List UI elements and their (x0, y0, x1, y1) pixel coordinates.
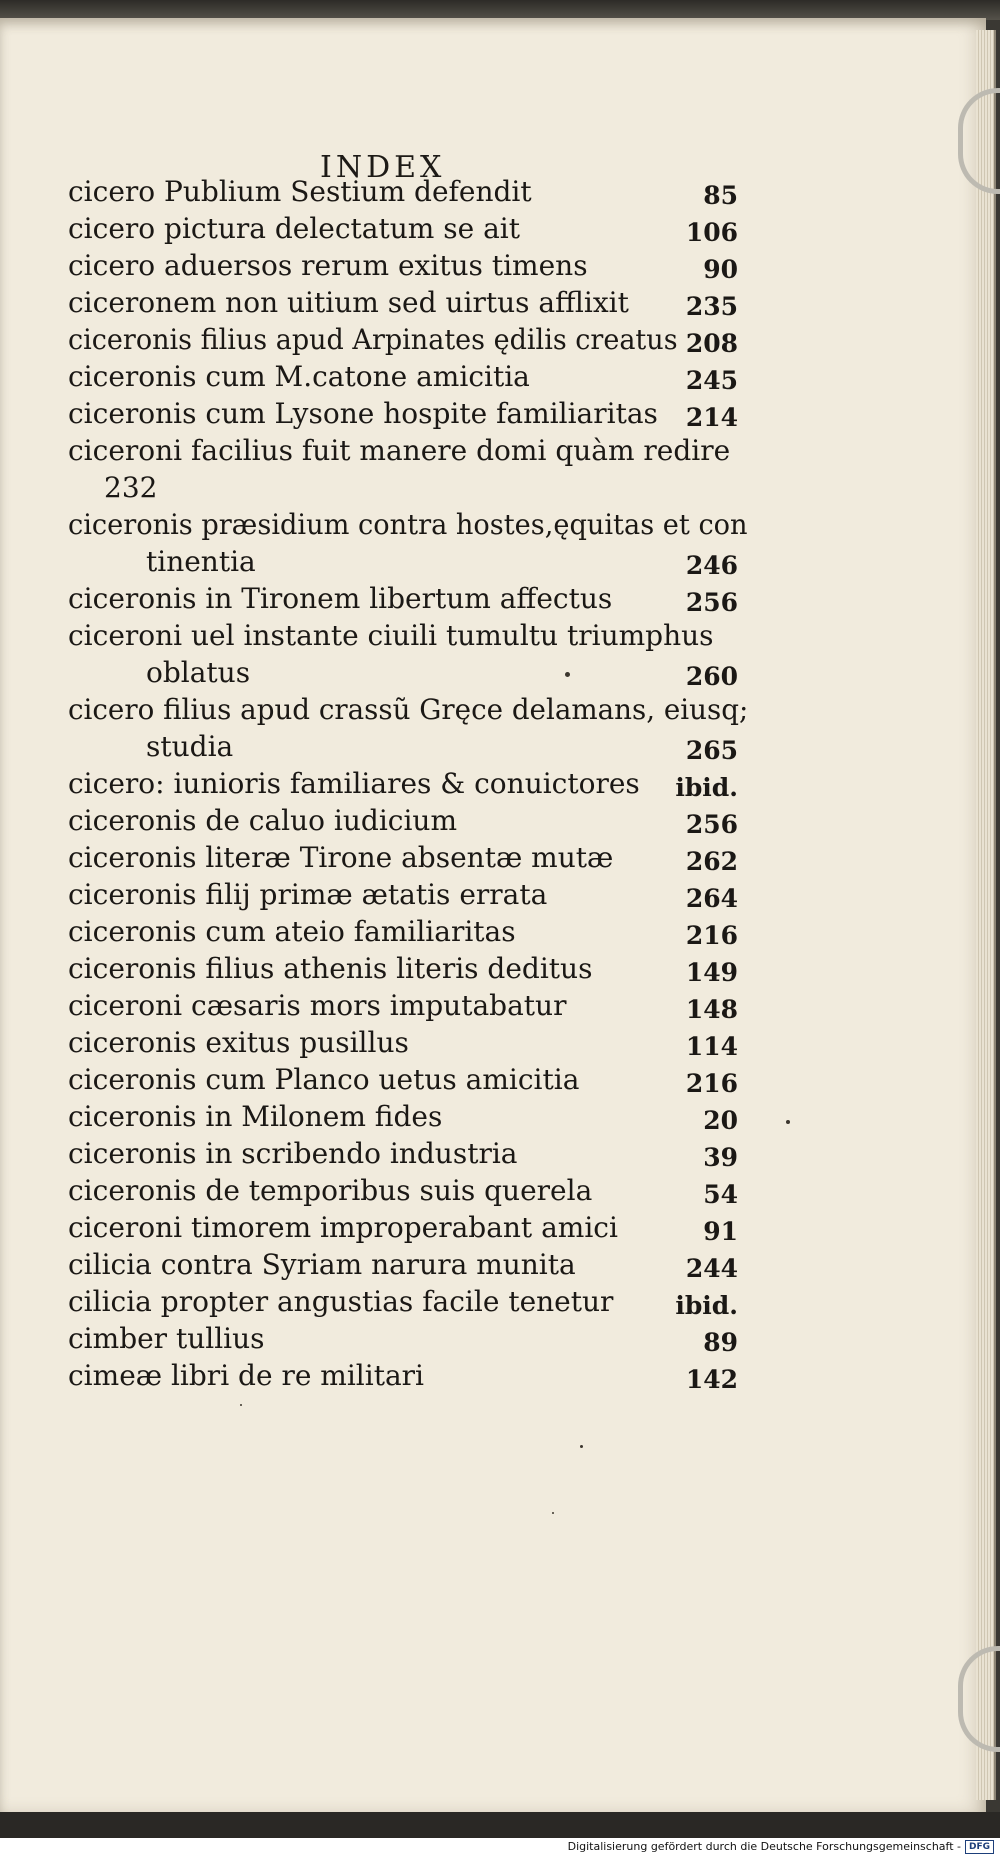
page-heading: INDEX (320, 150, 446, 185)
entry-text: ciceronis cum ateio familiaritas (68, 915, 516, 948)
footer-bar (0, 1838, 1000, 1856)
entry-page-number: 91 (703, 1217, 738, 1246)
entry-page-number: 264 (685, 884, 738, 913)
entry-text: ciceronis filij primæ ætatis errata (68, 878, 548, 911)
ink-speck (580, 1445, 583, 1448)
entry-page-number: 54 (703, 1180, 738, 1209)
entry-page-number: 148 (685, 995, 738, 1024)
footer-credit: Digitalisierung gefördert durch die Deutsche Forschungsgemeinschaft - (567, 1840, 961, 1853)
entry-text: ciceroni facilius fuit manere domi quàm redire (68, 434, 731, 467)
entry-page-number: 20 (703, 1106, 738, 1135)
entry-page-number: ibid. (675, 773, 738, 802)
entry-text: cicero aduersos rerum exitus timens (68, 249, 588, 282)
entry-page-number: 262 (685, 847, 738, 876)
entry-text: ciceronem non uitium sed uirtus afflixit (68, 286, 629, 319)
ink-speck (565, 672, 570, 677)
entry-continuation: tinentia (146, 545, 256, 578)
entry-page-number: 244 (685, 1254, 738, 1283)
entry-page-number: 256 (685, 588, 738, 617)
entry-page-number: 114 (685, 1032, 738, 1061)
entry-text: cilicia propter angustias facile tenetur (68, 1285, 614, 1318)
entry-page-number: 256 (685, 810, 738, 839)
entry-page-number: 235 (685, 292, 738, 321)
entry-continuation: oblatus (146, 656, 251, 689)
entry-text: ciceronis in scribendo industria (68, 1137, 518, 1170)
entry-text: ciceronis literæ Tirone absentæ mutæ (68, 841, 614, 874)
entry-text: ciceronis in Milonem fides (68, 1100, 443, 1133)
entry-page-number: 260 (685, 662, 738, 691)
entry-page-number: 208 (685, 329, 738, 358)
ink-speck (240, 1404, 242, 1406)
entry-page-number: 149 (685, 958, 738, 987)
entry-continuation: studia (146, 730, 234, 763)
ink-speck (786, 1120, 790, 1124)
entry-text: ciceronis exitus pusillus (68, 1026, 409, 1059)
entry-text: ciceroni timorem improperabant amici (68, 1211, 618, 1244)
entry-text: ciceronis de caluo iudicium (68, 804, 457, 837)
entry-text: cimeæ libri de re militari (68, 1359, 425, 1392)
entry-text: cicero filius apud crassũ Gręce delamans, eiusq; (68, 693, 749, 726)
entry-text: ciceronis cum Planco uetus amicitia (68, 1063, 580, 1096)
entry-page-number: 89 (703, 1328, 738, 1357)
entry-page-number: 85 (703, 181, 738, 210)
entry-text: ciceronis præsidium contra hostes,ęquitas et con (68, 508, 748, 541)
ink-speck (552, 1512, 554, 1514)
entry-page-number: 106 (685, 218, 738, 247)
entry-page-number: 265 (685, 736, 738, 765)
entry-text: ciceronis in Tironem libertum affectus (68, 582, 613, 615)
entry-text: cicero: iunioris familiares & conuictores (68, 767, 640, 800)
entry-text: cicero pictura delectatum se ait (68, 212, 520, 245)
entry-text: ciceroni uel instante ciuili tumultu triumphus (68, 619, 714, 652)
entry-text: ciceronis de temporibus suis querela (68, 1174, 593, 1207)
entry-text: ciceronis filius apud Arpinates ędilis creatus (68, 323, 678, 356)
entry-page-number: ibid. (675, 1291, 738, 1320)
entry-page-number: 216 (685, 921, 738, 950)
entry-text: ciceronis cum Lysone hospite familiaritas (68, 397, 658, 430)
entry-text: ciceronis filius athenis literis deditus (68, 952, 593, 985)
entry-page-number: 246 (685, 551, 738, 580)
book-bottom-edge (0, 1812, 1000, 1838)
entry-text: ciceronis cum M.catone amicitia (68, 360, 530, 393)
entry-page-number: 90 (703, 255, 738, 284)
dfg-logo: DFG (965, 1840, 994, 1854)
entry-page-number: 39 (703, 1143, 738, 1172)
entry-text: cicero Publium Sestium defendit (68, 175, 532, 208)
entry-page-number: 214 (685, 403, 738, 432)
entry-text: cimber tullius (68, 1322, 265, 1355)
entry-text: ciceroni cæsaris mors imputabatur (68, 989, 567, 1022)
entry-page-number: 245 (685, 366, 738, 395)
entry-continuation: 232 (104, 471, 158, 504)
entry-page-number: 142 (685, 1365, 738, 1394)
entry-text: cilicia contra Syriam narura munita (68, 1248, 576, 1281)
entry-page-number: 216 (685, 1069, 738, 1098)
